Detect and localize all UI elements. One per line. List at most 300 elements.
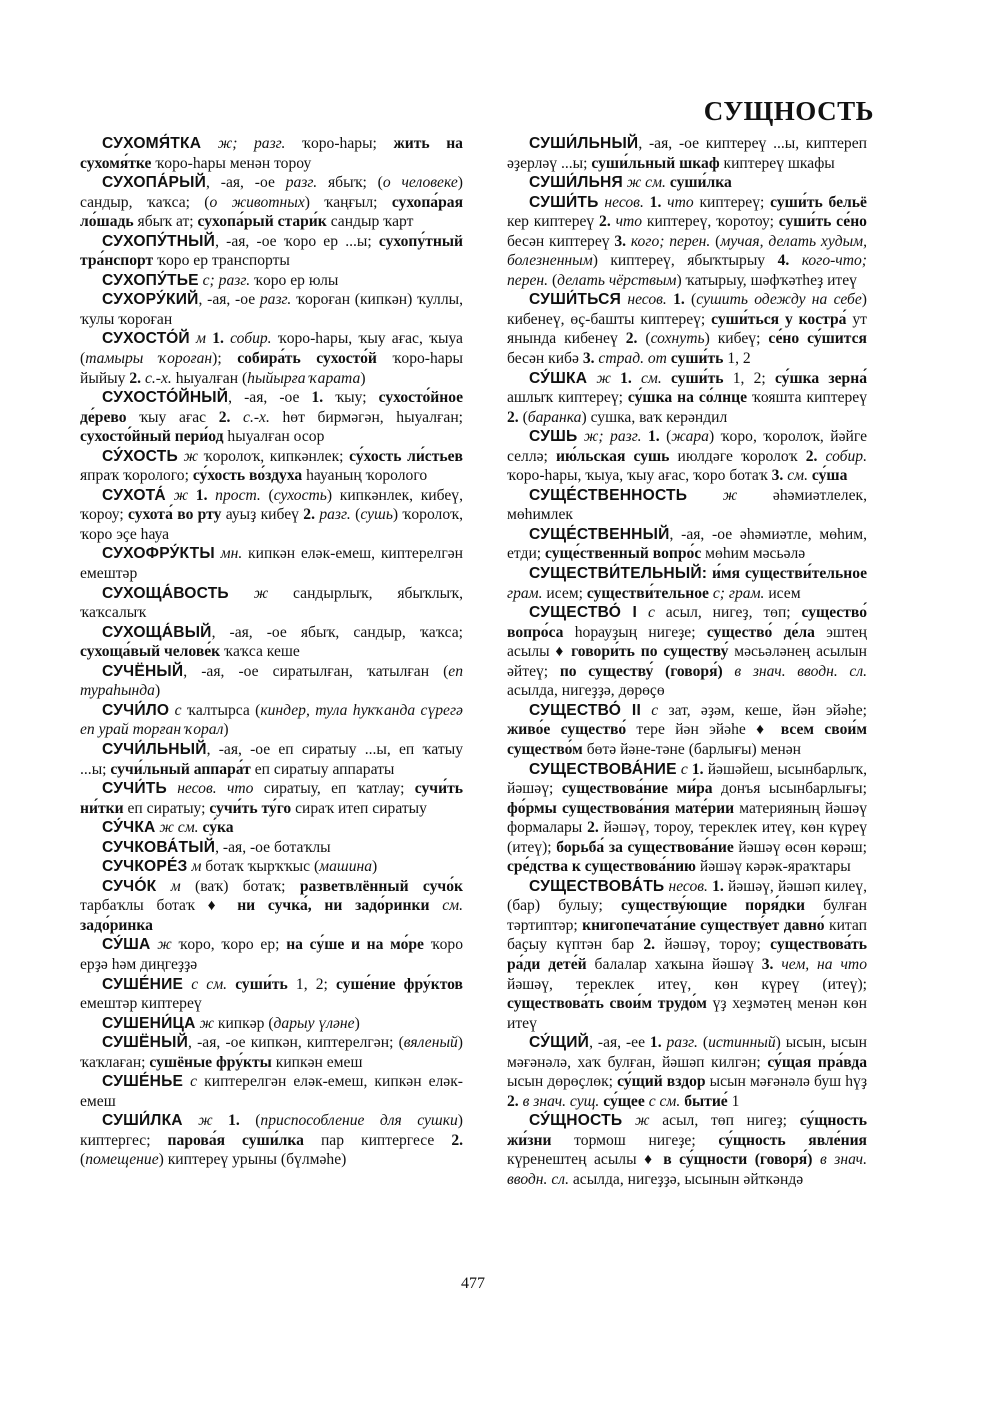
italic-label: с bbox=[647, 604, 655, 622]
italic-label: сухость bbox=[273, 486, 327, 504]
italic-label: с bbox=[651, 701, 659, 719]
entry-text: донъя ысынбарлығы; bbox=[712, 780, 867, 798]
entry-text: киптереү; bbox=[693, 193, 771, 211]
italic-label: с bbox=[190, 1073, 198, 1091]
entry-text: ) bbox=[354, 1014, 360, 1032]
italic-label: см. bbox=[641, 369, 662, 387]
entry-text: асыл, төп нигеҙ; bbox=[649, 1112, 800, 1130]
italic-label: ж bbox=[634, 1112, 650, 1130]
bold-phrase: су́хость ли́стьев bbox=[349, 447, 463, 465]
entry-text: ысын дөрөҫлөк; bbox=[507, 1073, 618, 1091]
dictionary-entry bbox=[507, 290, 867, 368]
italic-label: о человеке bbox=[382, 174, 458, 192]
italic-label: что bbox=[615, 213, 643, 231]
italic-label: с; разг. bbox=[202, 271, 251, 289]
entry-headword: СУШЁНЫЙ bbox=[102, 1034, 188, 1052]
entry-text bbox=[230, 409, 243, 426]
dictionary-entry bbox=[507, 486, 867, 525]
italic-label: м bbox=[191, 858, 202, 876]
italic-label: мучая, делать худым, болезненным bbox=[507, 232, 868, 270]
entry-text bbox=[156, 878, 170, 895]
entry-text: ) ҡаңғыл; bbox=[304, 193, 392, 211]
bold-phrase: сухопа́рая ло́шадь bbox=[80, 193, 464, 231]
entry-text: пар киптергесе bbox=[303, 1131, 452, 1149]
entry-text: йәшәү, тороу; bbox=[655, 936, 771, 954]
bold-phrase: 4. bbox=[777, 252, 790, 270]
bold-phrase: ию́льская сушь bbox=[555, 447, 670, 465]
italic-label: кого; перен. bbox=[630, 232, 711, 250]
italic-label: ж bbox=[253, 584, 269, 602]
entry-text: ( bbox=[518, 408, 528, 426]
entry-text bbox=[201, 135, 218, 152]
bold-phrase: суше́ние фру́ктов bbox=[336, 975, 463, 993]
dictionary-entry bbox=[80, 857, 463, 877]
bold-phrase: сухопа́рый стари́к bbox=[197, 213, 327, 231]
bold-phrase: говори́ть по существу́ bbox=[571, 643, 729, 661]
entry-text: киптереү, ҡоротоу; bbox=[642, 213, 779, 231]
bold-phrase: су́шка зерна́ bbox=[774, 369, 867, 387]
entry-text: ҡоро-һары менән тороу bbox=[151, 154, 312, 172]
entry-headword: СУШИ́ЛЬНЫЙ bbox=[529, 135, 639, 152]
entry-text bbox=[723, 663, 735, 680]
entry-text: балалар хаҡына йәшәү bbox=[586, 955, 762, 973]
bold-phrase: 1. bbox=[212, 330, 224, 348]
bold-phrase: существова́ть ра́ди дете́й bbox=[507, 936, 867, 973]
bold-phrase: 3. bbox=[771, 467, 784, 485]
italic-label: с bbox=[680, 760, 688, 778]
italic-label: разг. bbox=[285, 174, 318, 192]
bold-phrase: 2. bbox=[599, 213, 611, 231]
entry-text: ( bbox=[659, 428, 672, 446]
entry-text: ( bbox=[80, 1151, 86, 1169]
dictionary-entry bbox=[80, 1014, 463, 1034]
entry-text: әһәмиәтлелек, мөһимлек bbox=[507, 486, 867, 524]
entry-text: йәшәү, тороу, тереклек итеү, көн күреү (итеү); bbox=[507, 819, 867, 856]
entry-headword: СУХОРУ́КИЙ bbox=[102, 291, 199, 309]
bold-phrase: бытие́ bbox=[684, 1092, 728, 1110]
entry-text: исем; bbox=[542, 584, 587, 602]
entry-text bbox=[611, 370, 620, 387]
bold-phrase: су́щее bbox=[603, 1092, 645, 1110]
entry-text: , -ая, -ее bbox=[589, 1034, 650, 1052]
entry-text: кер киптереү bbox=[507, 213, 600, 231]
entry-headword: СУШЕНИ́ЦА bbox=[102, 1014, 196, 1032]
entry-text: ) ҡаҡлаған; bbox=[80, 1034, 463, 1071]
bold-phrase: су́ка bbox=[202, 819, 234, 837]
bold-phrase: живо́е существо́ bbox=[507, 721, 627, 739]
entry-headword: СУ́ХОСТЬ bbox=[102, 447, 178, 465]
entry-text: , -ая, -ое сиратылған, ҡатылған ( bbox=[183, 662, 449, 680]
entry-text: ( bbox=[548, 271, 558, 289]
dictionary-entry bbox=[80, 1111, 463, 1170]
bold-phrase: существова́ние ми́ра bbox=[561, 780, 713, 798]
italic-label: страд. от bbox=[598, 350, 667, 368]
entry-text: һөт бирмәгән, һыуалған; bbox=[269, 408, 463, 426]
entry-text: ҡоро-һары; bbox=[285, 135, 394, 152]
dictionary-entry bbox=[80, 388, 463, 447]
entry-text: ҡоро ер транспорты bbox=[153, 252, 290, 270]
italic-label: с; грам. bbox=[712, 584, 765, 602]
entry-text: , -ая, -ое әһәмиәтле, мөһим, етди; bbox=[507, 525, 867, 563]
italic-label: вяленый bbox=[403, 1034, 458, 1052]
entry-text: мәсьәләнең асылын әйтеү; bbox=[507, 643, 867, 680]
bold-phrase: ни сучка́, ни задо́ринки bbox=[237, 897, 430, 915]
entry-headword: СУЧИ́ЛЬНЫЙ bbox=[102, 740, 207, 758]
dictionary-entry bbox=[80, 877, 463, 936]
italic-label: мн. bbox=[220, 545, 243, 563]
bold-phrase: 1. bbox=[712, 877, 724, 895]
dictionary-entry bbox=[507, 369, 867, 428]
italic-label: м bbox=[196, 330, 206, 348]
bold-phrase: задо́ринка bbox=[80, 916, 153, 934]
italic-label: с см. bbox=[191, 975, 228, 993]
italic-label: с.-х. bbox=[243, 408, 270, 426]
entry-text: ) киптереү, ябыҡтырыу bbox=[592, 252, 778, 270]
bold-phrase: 2. bbox=[587, 819, 599, 837]
entry-text: ҡыу; bbox=[323, 389, 379, 407]
dictionary-entry bbox=[80, 134, 463, 173]
entry-headword: СУШИ́ЛЬНЯ bbox=[529, 174, 623, 192]
dictionary-entry bbox=[80, 838, 463, 858]
italic-label: ж см. bbox=[159, 819, 199, 837]
entry-text: асыл, нигеҙ, төп; bbox=[654, 604, 802, 622]
entry-text: ҡоро-һары, ҡыу ағас, ҡыуа ( bbox=[80, 330, 463, 368]
entry-text: тормош нигеҙе; bbox=[551, 1131, 719, 1149]
entry-text: 1 bbox=[727, 1092, 740, 1110]
entry-text: ( bbox=[697, 1034, 709, 1052]
bold-phrase: 1. bbox=[691, 760, 704, 778]
italic-label: в знач. вводн. сл. bbox=[734, 662, 868, 680]
bold-phrase: 2. bbox=[129, 369, 142, 387]
bold-phrase: 3. bbox=[761, 955, 774, 973]
entry-text bbox=[183, 1112, 198, 1129]
italic-label: приспособление для сушки bbox=[260, 1112, 458, 1130]
italic-label: ж bbox=[157, 936, 172, 954]
entry-text: ( bbox=[710, 232, 721, 250]
bold-phrase: 2. bbox=[625, 330, 638, 348]
entry-text: ( bbox=[239, 1112, 261, 1130]
bold-phrase: су́щность явле́ния bbox=[718, 1131, 867, 1149]
italic-label: ж bbox=[198, 1112, 213, 1130]
bold-phrase: сухосто́йный пери́од bbox=[80, 428, 224, 446]
entry-text: ботаҡ ҡырҡҡыс ( bbox=[201, 858, 320, 876]
bold-phrase: фо́рмы существова́ния мате́рии bbox=[507, 799, 735, 817]
entry-headword: СУХОСТО́ЙНЫЙ bbox=[102, 389, 229, 407]
dictionary-entry bbox=[80, 623, 463, 662]
dictionary-entry bbox=[80, 584, 463, 623]
entry-text: ) bbox=[372, 858, 378, 876]
bold-phrase: суши́льный шкаф bbox=[591, 154, 720, 172]
entry-text: ҡаҡса кеше bbox=[220, 643, 300, 661]
entry-headword: СУХОПУ́ТЬЕ bbox=[102, 271, 199, 289]
entry-text: ) сушка, ваҡ керәндил bbox=[581, 408, 728, 426]
italic-label: кого-что; перен. bbox=[507, 252, 867, 289]
entry-text: , -ая, -ое bbox=[206, 174, 286, 192]
entry-text: ( bbox=[260, 486, 274, 504]
entry-text: кипкән емеш bbox=[271, 1053, 363, 1071]
italic-label: чем, на что bbox=[781, 955, 867, 973]
italic-label: дарыу үләне bbox=[273, 1014, 355, 1032]
entry-headword: СУЧО́К bbox=[102, 877, 157, 895]
entry-text: ) кипкәнлек, кибеү, ҡороу; bbox=[80, 486, 463, 524]
entry-text: еп сиратыу; bbox=[123, 799, 210, 817]
italic-label: разг. bbox=[666, 1034, 698, 1052]
dictionary-entry bbox=[507, 760, 867, 877]
dictionary-entry bbox=[507, 701, 867, 760]
bold-phrase: су́щность жи́зни bbox=[507, 1112, 867, 1149]
bold-phrase: суши́ть bbox=[235, 975, 288, 993]
bold-phrase: 2. bbox=[218, 408, 231, 426]
entry-text bbox=[662, 370, 671, 387]
italic-label: ж bbox=[183, 447, 199, 465]
italic-label: машина bbox=[319, 858, 373, 876]
dictionary-entry bbox=[80, 329, 463, 388]
dictionary-entry bbox=[80, 486, 463, 545]
bold-phrase: существи́тельное bbox=[586, 584, 709, 602]
entry-text: еп сиратыу аппараты bbox=[250, 760, 395, 778]
entry-text bbox=[213, 1112, 228, 1129]
entry-text: ҡоро, ҡоро ер; bbox=[171, 936, 287, 954]
italic-label: разг. bbox=[319, 506, 351, 524]
entry-text: йәшәү өсөн көрәш; bbox=[733, 838, 868, 856]
entry-text: ҡалтырса ( bbox=[181, 701, 261, 719]
right-column bbox=[507, 134, 867, 1190]
bold-phrase: всем свои́м существо́м bbox=[507, 721, 867, 758]
entry-headword: СУЩЕСТВО́ I bbox=[529, 604, 638, 622]
entry-text: кипкән еләк-емеш, киптерелгән емештәр bbox=[80, 545, 463, 583]
italic-label: сушить одежду на себе bbox=[696, 291, 862, 309]
dictionary-entry bbox=[80, 662, 463, 701]
entry-text: йәшәү кәрәк-яраҡтары bbox=[695, 858, 851, 876]
entry-text bbox=[637, 604, 648, 621]
entry-text: ) bbox=[360, 369, 366, 387]
bold-phrase: 2. bbox=[805, 447, 818, 465]
entry-headword: СУХОПА́РЫЙ bbox=[102, 174, 207, 192]
entry-text: асылда, нигеҙҙә, дөрөҫө bbox=[507, 682, 665, 700]
entry-text: ябыҡ; ( bbox=[317, 174, 383, 192]
dictionary-entry bbox=[507, 134, 867, 173]
dictionary-entry bbox=[80, 779, 463, 818]
italic-label: баранка bbox=[527, 408, 582, 426]
entry-text: ) киптереү урыны (бүлмәһе) bbox=[158, 1151, 347, 1169]
italic-label: с bbox=[174, 701, 182, 719]
entry-headword: СУ́ЩИЙ bbox=[529, 1034, 590, 1052]
italic-label: делать чёрствым bbox=[557, 271, 677, 289]
page-number: 477 bbox=[461, 1275, 485, 1292]
entry-text: ҡоро ерҙә һәм диңгеҙҙә bbox=[80, 936, 464, 973]
entry-text: ) кибеү; bbox=[704, 330, 769, 348]
entry-text bbox=[622, 1112, 635, 1129]
entry-text: йәшәү, йәшәп килеү, (бар) булыу; bbox=[507, 877, 867, 915]
entry-text: күренештең асылы ♦ bbox=[507, 1151, 664, 1169]
entry-text: ҡоро-һары йыйыу bbox=[80, 350, 463, 387]
entry-headword: СУЧИ́ТЬ bbox=[102, 780, 167, 798]
italic-label: см. bbox=[787, 467, 809, 485]
bold-phrase: суши́ть bbox=[670, 369, 724, 387]
entry-text: , -ая, -ое bbox=[198, 291, 260, 309]
entry-text: ысын мәғәнәлә буш һүҙ bbox=[705, 1073, 867, 1091]
entry-text: сиратыу, еп ҡатлау; bbox=[253, 780, 415, 798]
bold-phrase: су́щая пра́вда bbox=[767, 1053, 868, 1071]
entry-text: , -ая, -ое ботаҡлы bbox=[215, 838, 331, 856]
bold-phrase: борьба́ за существова́ние bbox=[556, 838, 734, 856]
entry-text: япраҡ ҡоролого; bbox=[80, 467, 193, 485]
bold-phrase: суши́ть се́но bbox=[778, 213, 867, 231]
bold-phrase: 1. bbox=[195, 486, 208, 504]
italic-label: грам. bbox=[507, 584, 543, 602]
entry-text bbox=[641, 702, 651, 719]
bold-phrase: сухосто́йное де́рево bbox=[80, 389, 463, 426]
bold-phrase: по существу́ (говоря́) bbox=[559, 662, 723, 680]
entry-text: ) ысын, ысын мәғәнәлә, хаҡ булған, йәшәп килгән; bbox=[507, 1034, 867, 1071]
entry-text: 1, 2; bbox=[723, 369, 775, 387]
running-head: СУЩНОСТЬ bbox=[703, 96, 874, 126]
entry-text bbox=[429, 897, 442, 914]
bold-phrase: существо́ вопро́са bbox=[507, 604, 867, 641]
entry-text: киптерелгән еләк-емеш, кипкән еләк-емеш bbox=[80, 1073, 463, 1110]
bold-phrase: существова́ть свои́м трудо́м bbox=[507, 995, 707, 1013]
bold-phrase: 1. bbox=[647, 428, 660, 446]
entry-text: китап баҫыу күптән бар bbox=[507, 916, 867, 954]
bold-phrase: в су́щности (говоря́) bbox=[663, 1151, 813, 1169]
bold-phrase: сре́дства к существова́нию bbox=[507, 858, 696, 876]
entry-text: ) ҡоролоҡ, ҡоро эҫе һауа bbox=[80, 506, 463, 543]
dictionary-entry bbox=[80, 447, 463, 486]
bold-phrase: су́ша bbox=[811, 467, 848, 485]
entry-text: бөтә йәне-тәне (барлығы) менән bbox=[582, 740, 801, 758]
italic-label: ж bbox=[173, 486, 189, 504]
italic-label: еп тураһында bbox=[80, 662, 463, 700]
bold-phrase: сушёные фру́кты bbox=[149, 1053, 272, 1071]
dictionary-entry bbox=[80, 290, 463, 329]
entry-text: ашлыҡ киптереү; bbox=[507, 389, 628, 407]
dictionary-entry bbox=[80, 232, 463, 271]
italic-label: см. bbox=[442, 897, 463, 915]
entry-text: һыуалған ( bbox=[171, 369, 248, 387]
italic-label: ж; разг. bbox=[583, 428, 642, 446]
bold-phrase: на су́ше и на мо́ре bbox=[286, 936, 424, 954]
entry-text bbox=[167, 780, 177, 797]
entry-text: (ваҡ) ботаҡ; bbox=[180, 877, 300, 895]
entry-headword: СУШИ́ТЬСЯ bbox=[529, 291, 622, 309]
bold-phrase: се́но су́шится bbox=[768, 330, 867, 348]
entry-text: киптереү шкафы bbox=[719, 154, 835, 172]
bold-phrase: 1. bbox=[311, 389, 324, 407]
italic-label: жара bbox=[671, 428, 709, 446]
dictionary-entry bbox=[507, 1033, 867, 1111]
bold-phrase: суши́лка bbox=[669, 174, 732, 192]
bold-phrase: суши́ть bbox=[670, 350, 724, 368]
entry-text: кипкәр ( bbox=[213, 1014, 274, 1032]
bold-phrase: су́хость во́здуха bbox=[192, 467, 303, 485]
dictionary-entry bbox=[80, 701, 463, 740]
entry-text bbox=[789, 252, 801, 269]
entry-text: ) сандыр, ҡаҡса; ( bbox=[80, 174, 463, 211]
dictionary-entry bbox=[80, 975, 463, 1014]
entry-text: ут янында кибенеү bbox=[507, 310, 867, 348]
entry-text: ) киптергес; bbox=[80, 1112, 463, 1149]
entry-text: емештәр киптереү bbox=[80, 995, 202, 1013]
bold-phrase: 2. bbox=[507, 408, 519, 426]
entry-headword: СУЧЁНЫЙ bbox=[102, 662, 184, 680]
entry-text: ( bbox=[637, 330, 651, 348]
entry-text: сандыр ҡарт bbox=[326, 213, 414, 231]
entry-text: ҡоролоҡ, кипкәнлек; bbox=[198, 447, 350, 465]
entry-text: , -ая, -ое ҡоро ер ...ы; bbox=[215, 232, 379, 250]
italic-label: в знач. вводн. сл. bbox=[507, 1151, 867, 1188]
entry-headword: СУШЕ́НЬЕ bbox=[102, 1073, 184, 1091]
entry-headword: СУЧКОРЕ́З bbox=[102, 858, 188, 876]
entry-text: 1, 2 bbox=[723, 350, 751, 368]
bold-phrase: 1. bbox=[649, 1034, 662, 1052]
bold-phrase: разветвлённый сучо́к bbox=[299, 877, 463, 895]
entry-headword: СУХОТА́ bbox=[102, 486, 166, 504]
dictionary-entry bbox=[80, 1033, 463, 1072]
italic-label: о животных bbox=[209, 193, 305, 211]
entry-text bbox=[687, 487, 723, 504]
entry-text bbox=[229, 585, 254, 602]
bold-phrase: существу́ющие поря́дки bbox=[620, 897, 805, 915]
entry-text: асылда, нигеҙҙә, ысынын әйткәндә bbox=[568, 1170, 804, 1188]
bold-phrase: суще́ственный вопро́с bbox=[545, 545, 702, 563]
entry-headword: СУХОСТО́Й bbox=[102, 330, 190, 348]
dictionary-entry bbox=[507, 525, 867, 564]
bold-phrase: сухота́ во рту bbox=[127, 506, 222, 524]
entry-text: ябыҡ ат; bbox=[133, 213, 198, 231]
bold-phrase: 2. bbox=[643, 936, 656, 954]
entry-text bbox=[227, 976, 235, 993]
bold-phrase: 3. bbox=[614, 232, 627, 250]
dictionary-entry bbox=[507, 193, 867, 291]
italic-label: несов. что bbox=[177, 780, 254, 798]
bold-phrase: сухоща́вый челове́к bbox=[80, 643, 221, 661]
italic-label: истинный bbox=[708, 1034, 776, 1052]
entry-text: үҙ хеҙмәтең менән көн итеү bbox=[507, 995, 868, 1032]
italic-label: несов. bbox=[604, 193, 644, 211]
entry-text: зат, әҙәм, кеше, йән эйәһе; bbox=[658, 701, 867, 719]
bold-phrase: 3. bbox=[582, 350, 595, 368]
left-column bbox=[80, 134, 463, 1170]
bold-phrase: 1. bbox=[228, 1112, 240, 1130]
entry-headword: СУХОЩА́ВЫЙ bbox=[102, 623, 212, 641]
entry-text: һыуалған осор bbox=[223, 428, 325, 446]
entry-text: ); bbox=[212, 350, 238, 368]
entry-headword: СУЧИ́ЛО bbox=[102, 701, 170, 719]
entry-text bbox=[812, 1151, 820, 1168]
entry-text: , -ая, -ое киптереү ...ы, киптереп әҙерләү ...ы; bbox=[507, 135, 867, 172]
entry-headword: СУ́ША bbox=[102, 936, 151, 954]
entry-text: июлдәге ҡоролоҡ bbox=[669, 447, 806, 465]
entry-text: , -ая, -ое кипкән, киптерелгән; ( bbox=[188, 1034, 404, 1052]
italic-label: с.-х. bbox=[144, 369, 172, 387]
italic-label: һыйырға ҡарата bbox=[247, 369, 361, 387]
entry-text: эштең асылы ♦ bbox=[507, 623, 867, 661]
entry-headword: СУШИ́ЛКА bbox=[102, 1112, 183, 1130]
bold-phrase: существо́ де́ла bbox=[706, 623, 815, 641]
bold-phrase: 2. bbox=[303, 506, 315, 524]
entry-headword: СУ́ШКА bbox=[529, 369, 588, 387]
italic-label: помещение bbox=[85, 1151, 159, 1169]
bold-phrase: суши́ть бельё bbox=[770, 193, 867, 211]
dictionary-entry bbox=[80, 740, 463, 779]
italic-label: в знач. сущ. bbox=[522, 1092, 600, 1110]
bold-phrase: и́мя существи́тельное bbox=[712, 565, 867, 583]
dictionary-entry bbox=[80, 1072, 463, 1111]
entry-text: , -ая, -ое bbox=[228, 389, 312, 407]
entry-text: ҡыу ағас bbox=[126, 408, 219, 426]
dictionary-entry bbox=[507, 877, 867, 1033]
entry-text: материяның йәшәү формалары bbox=[507, 799, 867, 837]
